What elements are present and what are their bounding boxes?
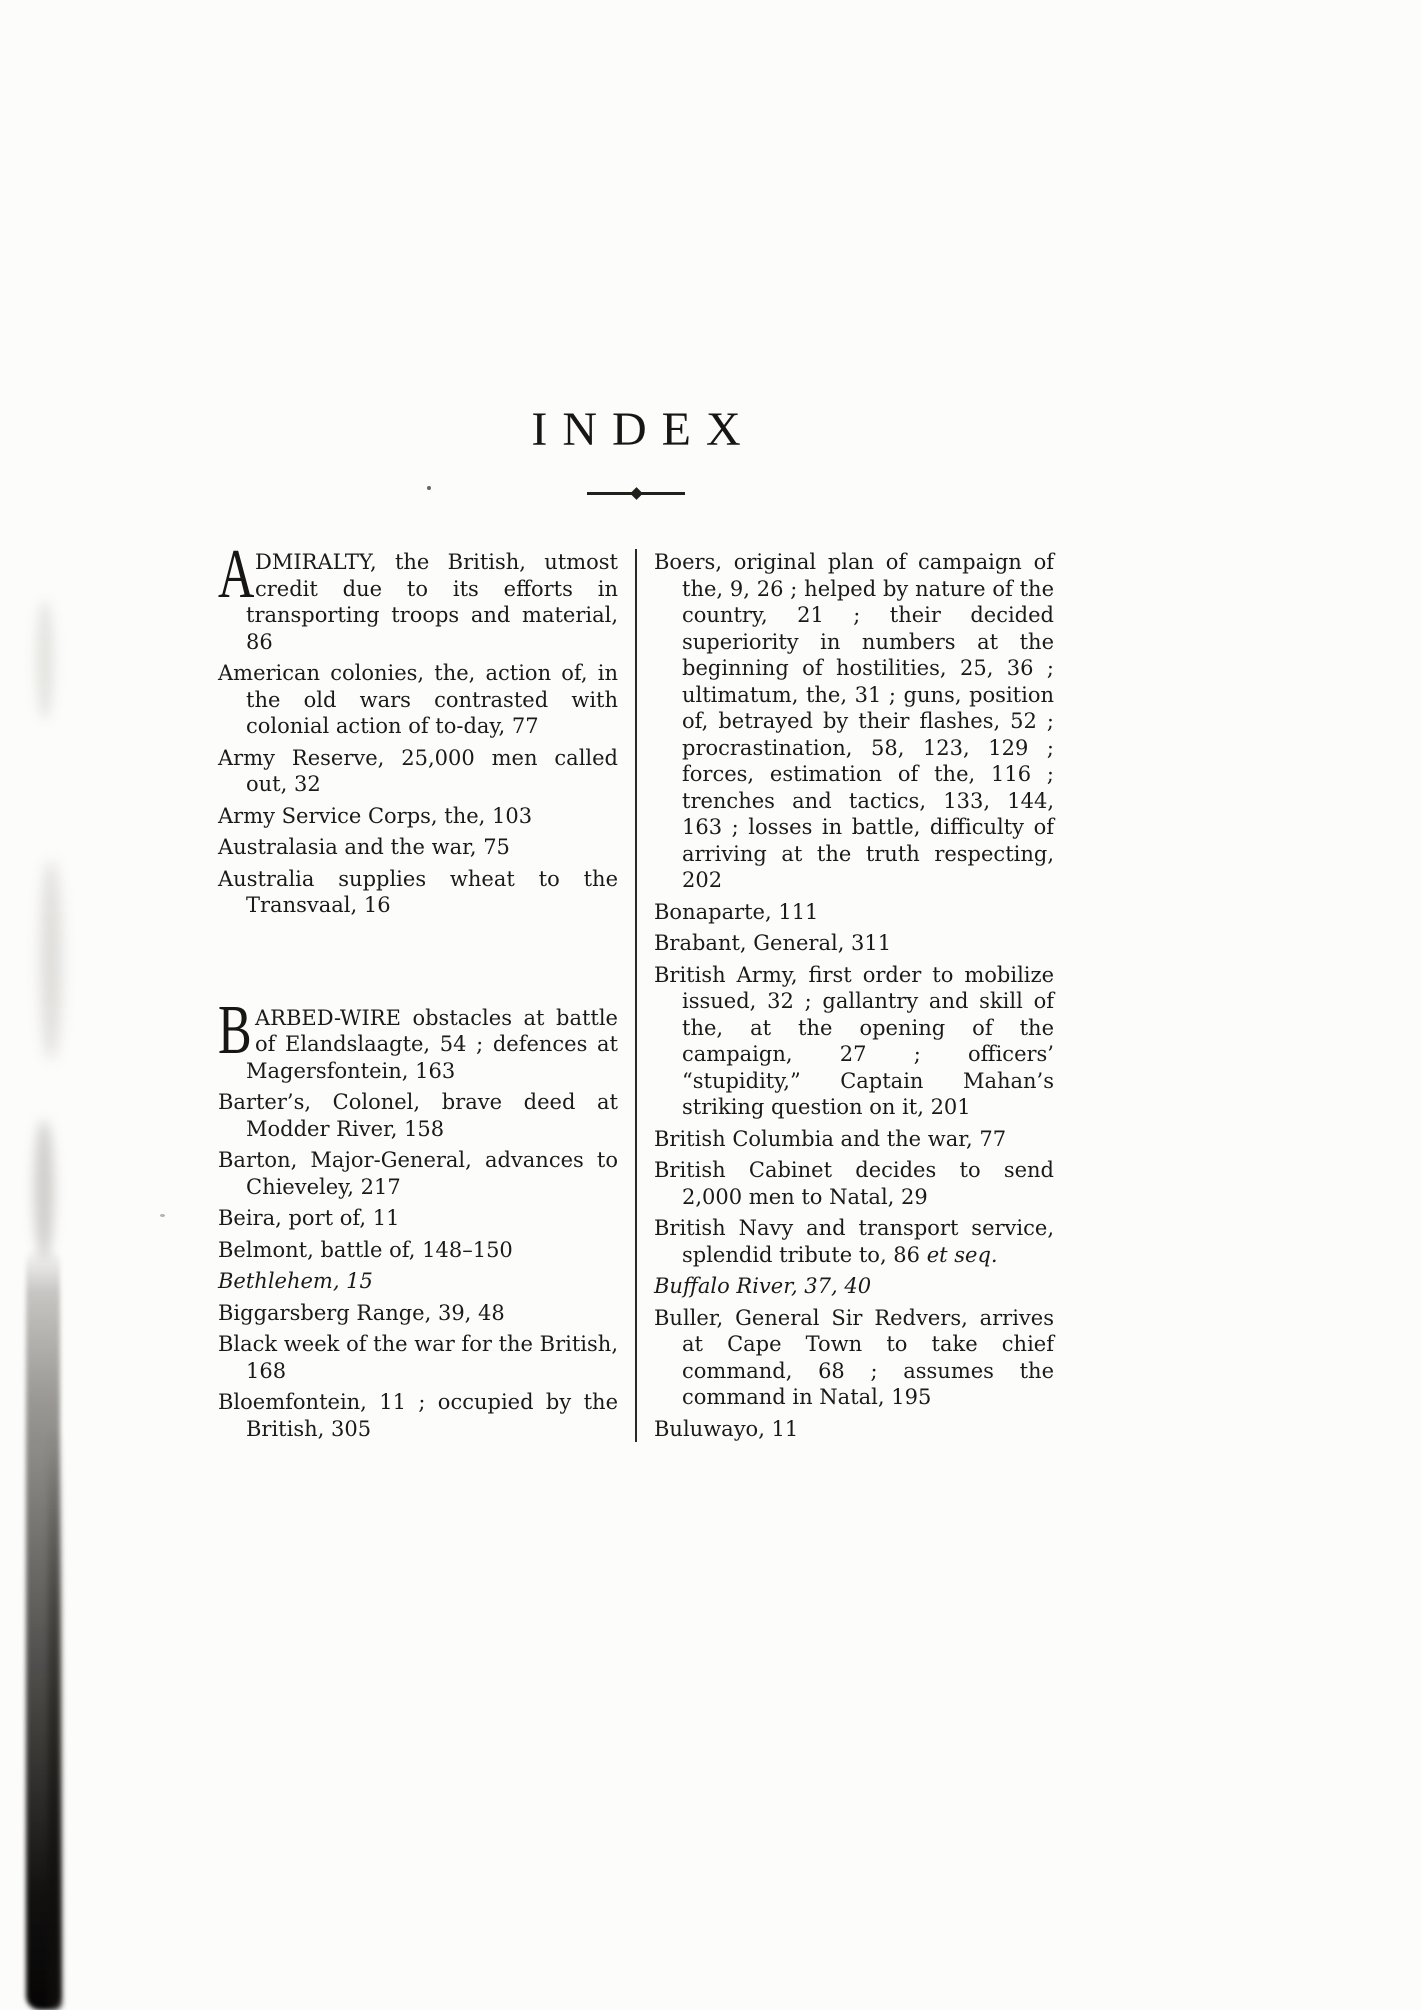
index-entry: Australasia and the war, 75 — [218, 835, 510, 859]
scan-speck — [160, 1214, 165, 1217]
dropcap-letter: A — [218, 536, 255, 613]
index-group-a — [218, 536, 618, 919]
index-entry: Army Service Corps, the, 103 — [218, 803, 533, 828]
index-entry: Barter’s, Colonel, brave deed at Modder River, 158 — [218, 1090, 618, 1141]
scan-ink-streak — [26, 1248, 60, 2010]
index-entry: Bloemfontein, 11 ; occupied by the British, 305 — [218, 1390, 618, 1441]
index-entry: Belmont, battle of, 148–150 — [218, 1237, 513, 1262]
diamond-icon — [630, 487, 643, 500]
index-entry — [654, 1215, 1054, 1268]
column-divider-rule — [635, 549, 637, 1442]
scan-ink-streak — [48, 1430, 62, 2010]
left-column — [218, 536, 618, 1442]
scan-smudge — [34, 1120, 54, 1260]
index-entry: American colonies, the, action of, in the old wars contrasted with colonial action of to-day, 77 — [218, 661, 618, 738]
index-entry: Bonaparte, 111 — [654, 899, 819, 924]
title-divider-ornament — [587, 492, 685, 495]
index-entry — [218, 536, 618, 655]
dropcap-letter: B — [218, 991, 252, 1069]
index-entry: Beira, port of, 11 — [218, 1206, 400, 1230]
index-entry — [218, 991, 618, 1085]
index-entry: Buller, General Sir Redvers, arrives at Cape Town to take chief command, 68 ; assumes the command in Natal, 195 — [654, 1305, 1054, 1409]
page-content — [218, 0, 1054, 1442]
page-title: INDEX — [531, 403, 756, 456]
index-entry: Brabant, General, 311 — [654, 931, 892, 955]
index-entry-text-italic: et seq. — [926, 1242, 998, 1267]
index-entry: Biggarsberg Range, 39, 48 — [218, 1300, 505, 1325]
index-columns — [218, 536, 1054, 1442]
index-entry-text: DMIRALTY, the British, utmost credit due to its efforts in transporting troops and material, 86 — [246, 550, 618, 654]
index-entry: Australia supplies wheat to the Transvaal, 16 — [218, 866, 618, 917]
index-entry: Boers, original plan of campaign of the, 9, 26 ; helped by nature of the country, 21 ; their decided superiority in numbers at the beginning of hostilities, 25, 36 ; ultimatum, the, 31 ; guns, position of, betrayed by their flashes, 52 ; procrastination, 58, 123, 129 ; forces, estimation of the, 116 ; trenches and tactics, 133, 144, 163 ; losses in battle, difficulty of arriving at the truth respecting, 202 — [654, 550, 1054, 892]
index-entry: Bethlehem, 15 — [218, 1269, 373, 1293]
index-entry: Barton, Major-General, advances to Chieveley, 217 — [218, 1148, 618, 1199]
index-entry: Army Reserve, 25,000 men called out, 32 — [218, 745, 618, 796]
index-entry-text: British Navy and transport service, splendid tribute to, 86 — [654, 1216, 1054, 1267]
index-entry: Black week of the war for the British, 168 — [218, 1332, 618, 1383]
index-group-b — [218, 991, 618, 1443]
index-entry-text: ARBED-WIRE obstacles at battle of Elandslaagte, 54 ; defences at Magersfontein, 163 — [246, 1005, 618, 1083]
right-column — [654, 549, 1054, 1442]
index-entry: Buffalo River, 37, 40 — [654, 1274, 872, 1298]
index-entry: British Cabinet decides to send 2,000 men to Natal, 29 — [654, 1158, 1054, 1209]
index-entry: Buluwayo, 11 — [654, 1416, 799, 1441]
scan-smudge — [36, 600, 54, 720]
index-entry: British Army, first order to mobilize issued, 32 ; gallantry and skill of the, at the opening of the campaign, 27 ; officers’ “stupidity,” Captain Mahan’s striking question on it, 201 — [654, 962, 1054, 1119]
index-entry: British Columbia and the war, 77 — [654, 1126, 1007, 1151]
scan-smudge — [40, 860, 62, 1060]
